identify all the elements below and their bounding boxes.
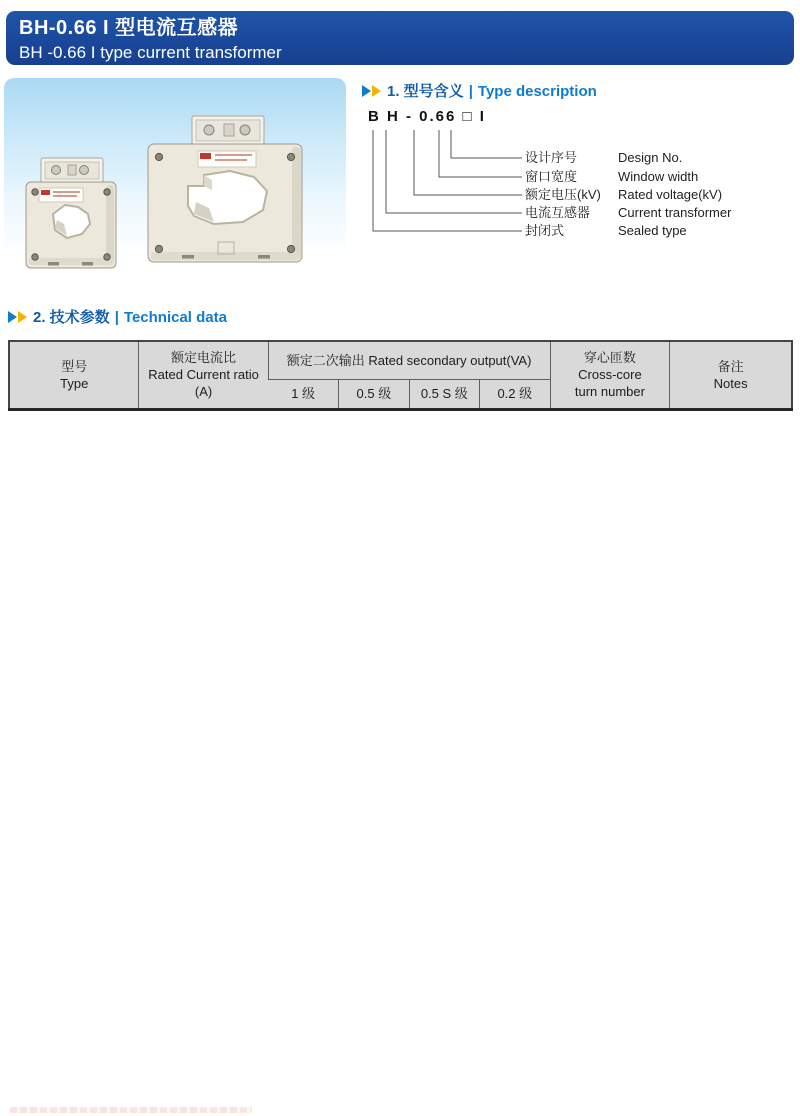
- page-title-en: BH -0.66 I type current transformer: [19, 43, 282, 62]
- product-image-large-transformer: [146, 114, 304, 264]
- col-header-ratio: 额定电流比 Rated Current ratio (A): [139, 341, 268, 409]
- model-diagram: B H - 0.66 □ I 设计序号 Design No. 窗口宽度 Window width 额定电压(kV) Rated voltage(kV) 电流互感器 Current transformer 封闭式 Sealed type: [362, 106, 794, 251]
- arrow-icon: [8, 311, 17, 323]
- page-title-cn: BH-0.66 I 型电流互感器: [19, 17, 239, 39]
- arrow-icon: [372, 85, 381, 97]
- section-2-title-en: Technical data: [123, 309, 227, 326]
- arrow-icon: [362, 85, 371, 97]
- section-1-heading: [362, 80, 597, 101]
- col-header-class-02: 0.2 级: [480, 379, 550, 409]
- model-code: B H - 0.66 □ I: [368, 108, 486, 125]
- arrow-icon: [18, 311, 27, 323]
- page-title-banner: [6, 11, 794, 65]
- section-1-title-cn: 1. 型号含义: [387, 83, 464, 100]
- diagram-lines: [362, 106, 794, 251]
- section-1-title-en: Type description: [477, 83, 597, 100]
- section-2-heading: [8, 306, 227, 327]
- product-photo-panel: [4, 78, 346, 290]
- col-header-output: 额定二次输出 Rated secondary output(VA): [268, 341, 550, 379]
- technical-data-table: [8, 340, 793, 411]
- col-header-class-1: 1 级: [268, 379, 338, 409]
- separator: |: [468, 83, 473, 100]
- footer-faint-text: [10, 1107, 252, 1113]
- col-header-class-05: 0.5 级: [339, 379, 409, 409]
- col-header-class-05s: 0.5 S 级: [409, 379, 479, 409]
- col-header-core: 穿心匝数 Cross-core turn number: [550, 341, 670, 409]
- product-image-small-transformer: [24, 156, 118, 270]
- col-header-type: 型号 Type: [9, 341, 139, 409]
- separator: |: [114, 309, 119, 326]
- section-2-title-cn: 2. 技术参数: [33, 309, 110, 326]
- col-header-notes: 备注 Notes: [670, 341, 792, 409]
